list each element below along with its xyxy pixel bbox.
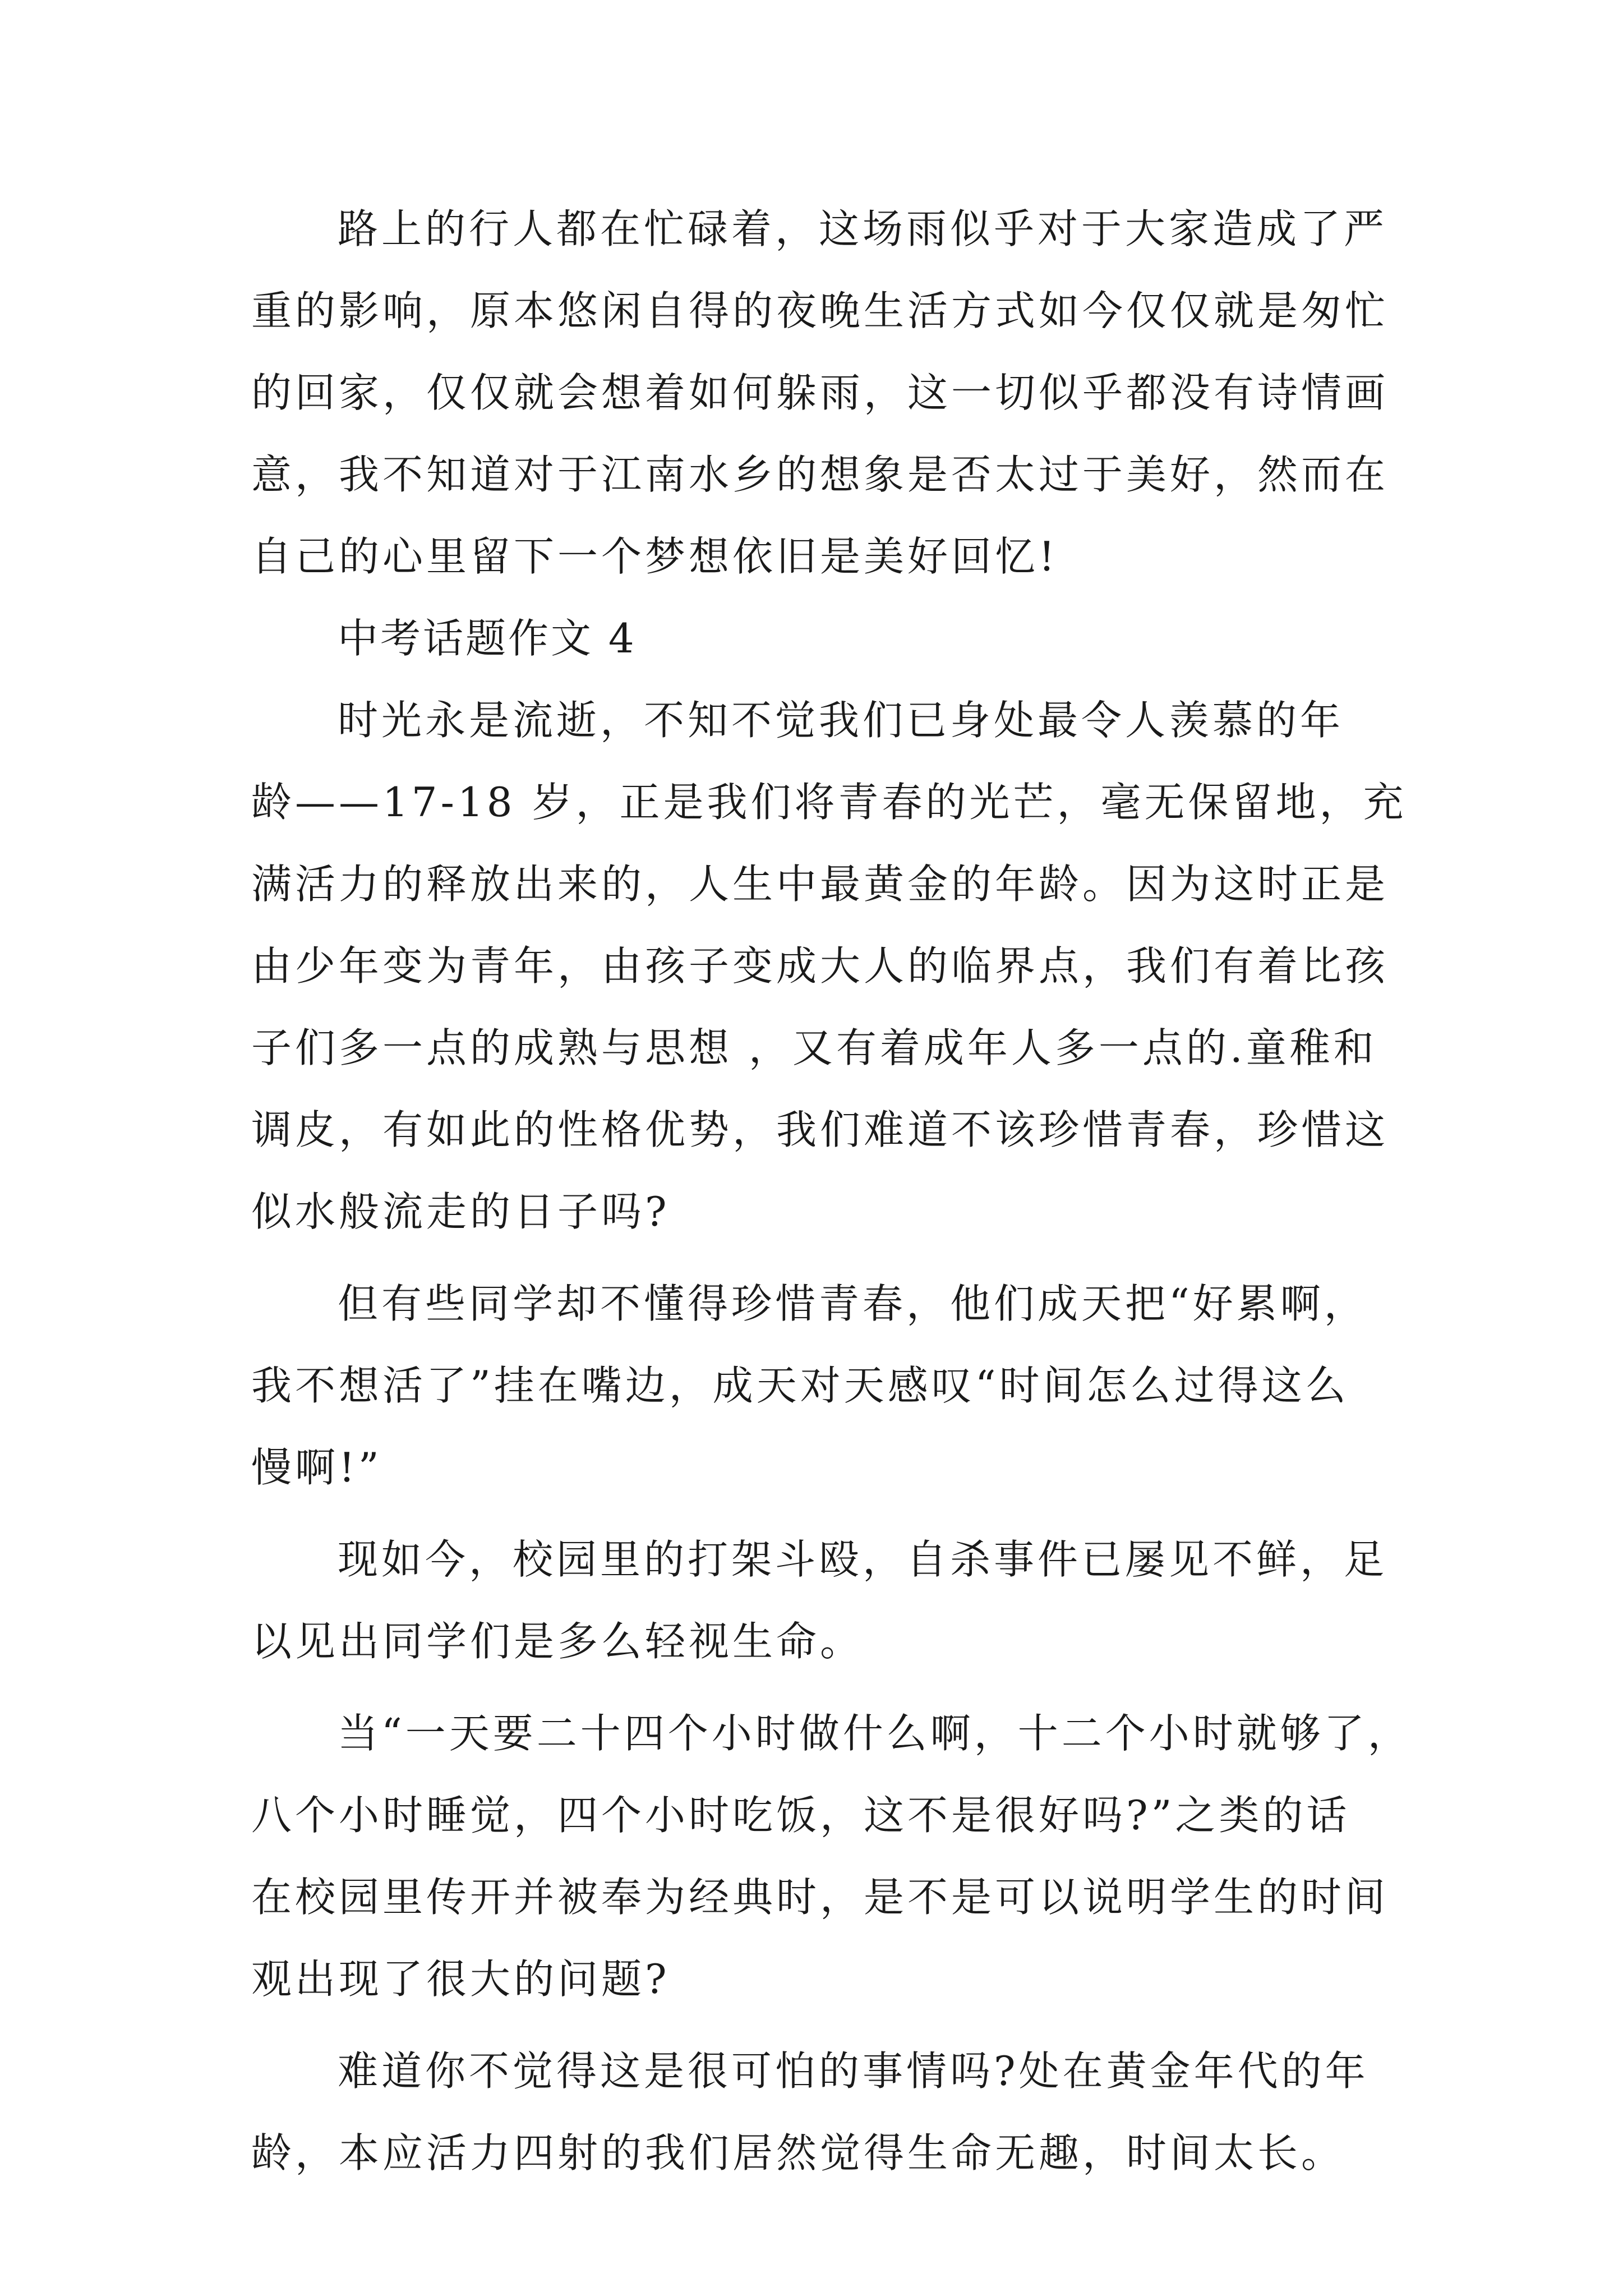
text-line: 似水般流走的日子吗? (251, 1188, 670, 1235)
paragraph (251, 1519, 1390, 1682)
text-line: 子们多一点的成熟与思想 ，又有着成年人多一点的.童稚和 (251, 1024, 1377, 1071)
heading-text: 中考话题作文 4 (338, 615, 637, 662)
text-line: 八个小时睡觉，四个小时吃饭，这不是很好吗?”之类的话 (251, 1792, 1350, 1839)
text-line: 路上的行人都在忙碌着，这场雨似乎对于大家造成了严 (338, 205, 1388, 252)
text-line: 由少年变为青年，由孩子变成大人的临界点，我们有着比孩 (251, 942, 1389, 990)
text-line: 意，我不知道对于江南水乡的想象是否太过于美好，然而在 (251, 451, 1389, 498)
text-line: 龄——17-18 岁，正是我们将青春的光芒，毫无保留地，充 (251, 779, 1407, 826)
text-line: 难道你不觉得这是很可怕的事情吗?处在黄金年代的年 (338, 2047, 1369, 2095)
text-line: 自己的心里留下一个梦想依旧是美好回忆! (251, 533, 1058, 580)
paragraph (251, 1263, 1390, 1508)
text-line: 满活力的释放出来的，人生中最黄金的年龄。因为这时正是 (251, 861, 1389, 908)
text-line: 在校园里传开并被奉为经典时，是不是可以说明学生的时间 (251, 1874, 1389, 1921)
text-line: 调皮，有如此的性格优势，我们难道不该珍惜青春，珍惜这 (251, 1106, 1389, 1153)
text-line: 当“一天要二十四个小时做什么啊，十二个小时就够了， (338, 1710, 1412, 1757)
text-line: 我不想活了”挂在嘴边，成天对天感叹“时间怎么过得这么 (251, 1362, 1349, 1409)
paragraph (251, 188, 1390, 597)
paragraph (251, 679, 1407, 1253)
document-body (251, 188, 1412, 2194)
text-line: 但有些同学却不懂得珍惜青春，他们成天把“好累啊， (338, 1280, 1368, 1327)
text-line: 重的影响，原本悠闲自得的夜晚生活方式如今仅仅就是匆忙 (251, 287, 1389, 334)
section-heading (251, 597, 1390, 679)
text-line: 的回家，仅仅就会想着如何躲雨，这一切似乎都没有诗情画 (251, 369, 1389, 416)
paragraph (251, 2030, 1390, 2194)
text-line: 龄，本应活力四射的我们居然觉得生命无趣，时间太长。 (251, 2129, 1345, 2177)
text-line: 观出现了很大的问题? (251, 1955, 670, 2003)
text-line: 现如今，校园里的打架斗殴，自杀事件已屡见不鲜，足 (338, 1536, 1388, 1583)
text-line: 慢啊!” (251, 1444, 382, 1491)
paragraph (251, 1692, 1412, 2020)
text-line: 时光永是流逝，不知不觉我们已身处最令人羡慕的年 (338, 697, 1344, 744)
text-line: 以见出同学们是多么轻视生命。 (251, 1618, 864, 1665)
